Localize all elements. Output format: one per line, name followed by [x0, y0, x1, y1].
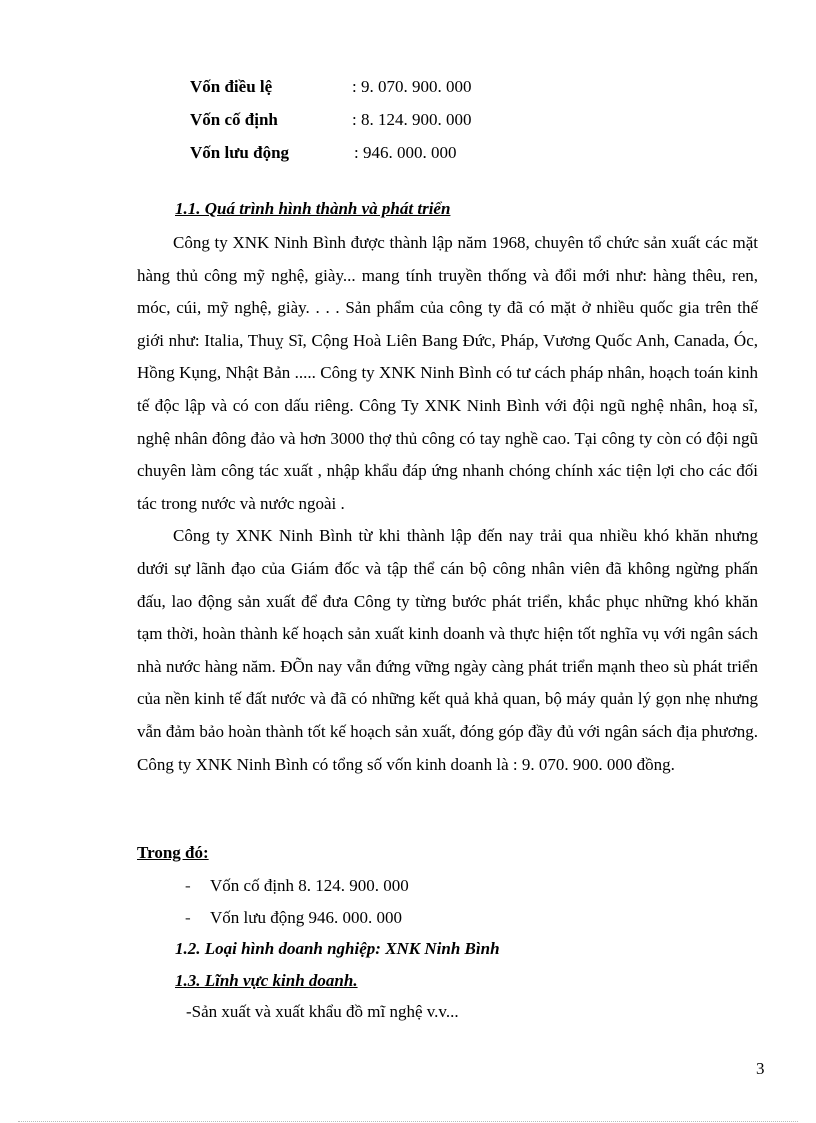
business-sector-line: -Sản xuất và xuất khẩu đồ mĩ nghệ v.v... — [186, 1002, 459, 1021]
bullet-text: Vốn lưu động 946. 000. 000 — [210, 908, 402, 927]
section-1-1-heading: 1.1. Quá trình hình thành và phát triển — [175, 199, 451, 218]
body-text — [137, 227, 758, 781]
page-bottom-divider — [18, 1121, 798, 1122]
charter-capital-value: : 9. 070. 900. 000 — [352, 77, 472, 96]
bullet-dash: - — [185, 876, 191, 895]
list-item — [185, 908, 402, 928]
fixed-capital-label: Vốn cố định — [190, 110, 278, 129]
paragraph-development: Công ty XNK Ninh Bình từ khi thành lập đến nay trải qua nhiều khó khăn nhưng dưới sự lãnh đạo của Giám đốc và tập thể cán bộ công nhân viên đã không ngừng phấn đấu, lao động sản xuất để đưa Công ty từng bước phát triển, khắc phục những khó khăn tạm thời, hoàn thành kế hoạch sản xuất kinh doanh và thực hiện tốt nghĩa vụ với ngân sách nhà nước hàng năm. ĐÕn nay vẫn đứng vững ngày càng phát triển mạnh theo sù phát triển của nền kinh tế đất nước và đã có những kết quả khả quan, bộ máy quản lý gọn nhẹ nhưng vẫn đảm bảo hoàn thành tốt kế hoạch sản xuất, đóng góp đầy đủ với ngân sách địa phương. Công ty XNK Ninh Bình có tổng số vốn kinh doanh là : 9. 070. 900. 000 đồng. — [137, 526, 758, 774]
bullet-dash: - — [185, 908, 191, 927]
charter-capital-label: Vốn điều lệ — [190, 77, 273, 96]
working-capital-label: Vốn lưu động — [190, 143, 290, 162]
list-item — [185, 876, 409, 896]
trong-do-label: Trong đó: — [137, 843, 209, 862]
bullet-text: Vốn cố định 8. 124. 900. 000 — [210, 876, 409, 895]
page-number: 3 — [756, 1059, 765, 1078]
section-1-2-heading: 1.2. Loại hình doanh nghiệp: XNK Ninh Bình — [175, 939, 500, 958]
working-capital-value: : 946. 000. 000 — [354, 143, 457, 162]
section-1-3-heading: 1.3. Lĩnh vực kinh doanh. — [175, 971, 358, 990]
paragraph-history: Công ty XNK Ninh Bình được thành lập năm 1968, chuyên tổ chức sản xuất các mặt hàng thủ công mỹ nghệ, giày... mang tính truyền thống và đổi mới như: hàng thêu, ren, móc, cúi, mỹ nghệ, giày. . . . Sản phẩm của công ty đã có mặt ở nhiều quốc gia trên thế giới như: Italia, Thuỵ Sĩ, Cộng Hoà Liên Bang Đức, Pháp, Vương Quốc Anh, Canada, Óc, Hồng Kụng, Nhật Bản ..... Công ty XNK Ninh Bình có tư cách pháp nhân, hoạch toán kinh tế độc lập và có con dấu riêng. Công Ty XNK Ninh Bình với đội ngũ nghệ nhân, hoạ sĩ, nghệ nhân đông đảo và hơn 3000 thợ thủ công có tay nghề cao. Tại công ty còn có đội ngũ chuyên làm công tác xuất , nhập khẩu đáp ứng nhanh chóng chính xác tiện lợi cho các đối tác trong nước và nước ngoài . — [137, 233, 758, 513]
fixed-capital-value: : 8. 124. 900. 000 — [352, 110, 472, 129]
